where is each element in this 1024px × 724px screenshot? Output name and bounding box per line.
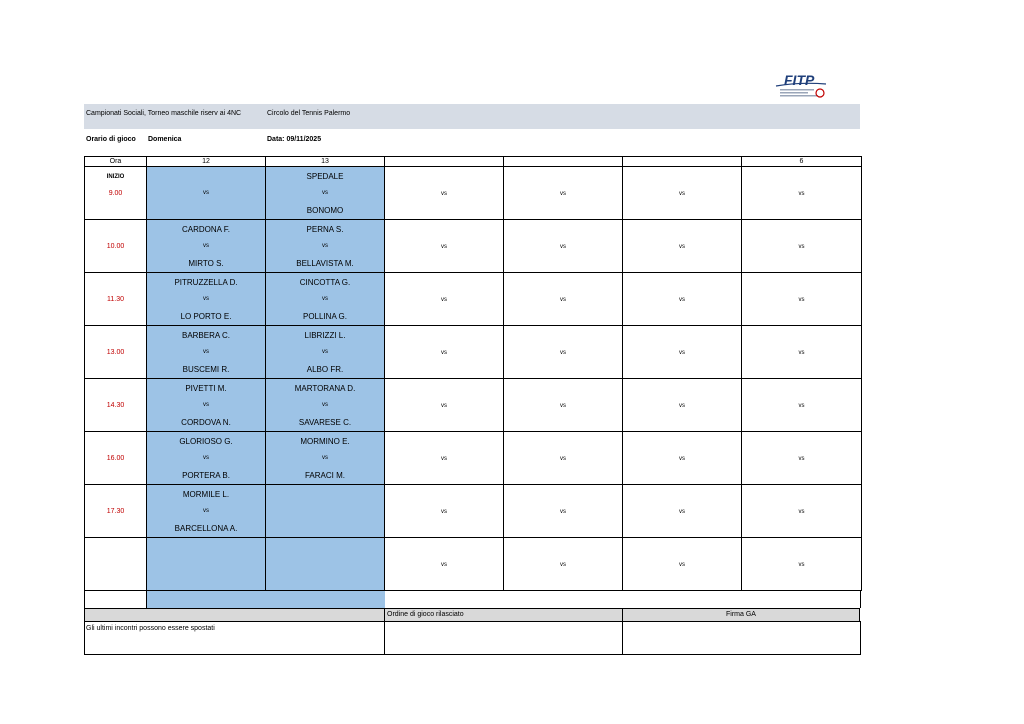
vs-label: vs [322,295,328,302]
court-5-match-cell [623,167,742,220]
vs-label: vs [560,296,566,303]
time-cell [85,432,147,485]
court-6-match-cell [742,432,862,485]
player-b: SAVARESE C. [298,417,352,427]
time-value: 13.00 [106,348,125,356]
vs-label: vs [798,508,805,515]
vs-label: vs [679,402,685,409]
court-5-match-cell [623,379,742,432]
court-4-match-cell [504,326,623,379]
vs-label: vs [441,190,447,197]
court-1-match-cell [147,379,266,432]
vs-label: vs [441,296,447,303]
player-b: CORDOVA N. [181,417,231,427]
court-1-match-cell [147,538,266,591]
court-1-match-cell [147,432,266,485]
col-court-4 [504,157,623,167]
court-5-match-cell [623,538,742,591]
schedule-table [84,156,862,591]
vs-label: vs [441,455,447,462]
player-a: LIBRIZZI L. [304,330,346,340]
schedule-day: Domenica [148,136,182,143]
court-2-match-cell [266,273,385,326]
vs-label: vs [322,454,328,461]
vs-label: vs [560,508,566,515]
vs-label: vs [679,561,685,568]
time-value: 11.30 [107,295,124,303]
court-2-match-cell [266,220,385,273]
vs-label: vs [203,295,209,302]
vs-label: vs [441,508,447,515]
court-6-match-cell [742,167,862,220]
vs-label: vs [798,296,805,303]
player-b: BUSCEMI R. [182,364,230,374]
court-6-match-cell [742,326,862,379]
time-cell [85,485,147,538]
court-5-match-cell [623,220,742,273]
vs-label: vs [441,349,447,356]
signature-label: Firma GA [726,611,756,618]
player-a: PIVETTI M. [185,383,227,393]
vs-label: vs [798,561,805,568]
time-cell [85,273,147,326]
vs-label: vs [798,402,805,409]
time-value: 10.00 [106,242,125,250]
court-2-match-cell [266,167,385,220]
court-2-match-cell [266,432,385,485]
table-row [85,379,862,432]
player-a: BARBERA C. [181,330,230,340]
court-4-match-cell [504,167,623,220]
time-cell [85,167,147,220]
footer-note: Gli ultimi incontri possono essere spostati [86,625,215,632]
vs-label: vs [798,190,805,197]
time-cell [85,538,147,591]
player-a: SPEDALE [306,171,344,181]
vs-label: vs [441,402,447,409]
table-row [85,326,862,379]
column-header-row [85,157,862,167]
court-4-match-cell [504,432,623,485]
court-3-match-cell [385,538,504,591]
court-2-match-cell [266,326,385,379]
vs-label: vs [679,190,685,197]
court-6-match-cell [742,379,862,432]
table-row [85,485,862,538]
vs-label: vs [322,348,328,355]
court-1-match-cell [147,167,266,220]
player-b: FARACI M. [304,470,345,480]
player-b: MIRTO S. [188,258,224,268]
table-row [85,432,862,485]
player-a: MARTORANA D. [294,383,356,393]
player-a: PITRUZZELLA D. [174,277,238,287]
club-name: Circolo del Tennis Palermo [267,110,351,117]
court-2-match-cell [266,538,385,591]
vs-label: vs [560,349,566,356]
player-b [147,202,265,219]
vs-label: vs [322,242,328,249]
vs-label: vs [441,561,447,568]
court-1-match-cell [147,220,266,273]
court-3-match-cell [385,485,504,538]
player-b: ALBO FR. [306,364,344,374]
vs-label: vs [560,190,566,197]
player-b: BONOMO [306,205,344,215]
vs-label: vs [679,455,685,462]
court-6-match-cell [742,538,862,591]
court-5-match-cell [623,485,742,538]
court-2-match-cell [266,485,385,538]
vs-label: vs [679,296,685,303]
court-5-match-cell [623,326,742,379]
vs-label: vs [560,243,566,250]
vs-label: vs [203,401,209,408]
court-3-match-cell [385,273,504,326]
player-b: BARCELLONA A. [174,523,238,533]
court-4-match-cell [504,538,623,591]
time-value: 17.30 [106,507,125,515]
col-court-1: 12 [147,157,266,167]
player-b: LO PORTO E. [180,311,232,321]
player-a: PERNA S. [306,224,344,234]
vs-label: vs [679,243,685,250]
col-court-5 [623,157,742,167]
time-cell [85,326,147,379]
time-value: 14.30 [106,401,125,409]
player-a: MORMINO E. [300,436,350,446]
vs-label: vs [322,189,328,196]
vs-label: vs [203,242,209,249]
player-b: BELLAVISTA M. [296,258,354,268]
vs-label: vs [441,243,447,250]
time-cell [85,379,147,432]
player-a: CINCOTTA G. [299,277,351,287]
time-value: 9.00 [108,189,123,197]
start-label: INIZIO [106,174,125,180]
col-court-2: 13 [266,157,385,167]
table-row [85,167,862,220]
time-cell [85,220,147,273]
time-value: 16.00 [106,454,125,462]
vs-label: vs [679,508,685,515]
court-4-match-cell [504,485,623,538]
col-court-6: 6 [742,157,862,167]
vs-label: vs [203,507,209,514]
logo-text: FITP [784,72,815,88]
schedule-label: Orario di gioco [86,136,136,143]
court-6-match-cell [742,485,862,538]
vs-label: vs [679,349,685,356]
vs-label: vs [203,454,209,461]
court-1-match-cell [147,485,266,538]
court-3-match-cell [385,167,504,220]
court-3-match-cell [385,220,504,273]
vs-label: vs [560,455,566,462]
col-court-3 [385,157,504,167]
court-6-match-cell [742,220,862,273]
vs-label: vs [798,455,805,462]
vs-label: vs [203,348,209,355]
court-1-match-cell [147,273,266,326]
player-a: CARDONA F. [181,224,230,234]
vs-label: vs [203,189,209,196]
player-a [147,168,265,185]
player-a: MORMILE L. [182,489,230,499]
court-4-match-cell [504,220,623,273]
vs-label: vs [798,243,805,250]
court-4-match-cell [504,273,623,326]
court-6-match-cell [742,273,862,326]
court-1-match-cell [147,326,266,379]
player-a: GLORIOSO G. [179,436,233,446]
court-2-match-cell [266,379,385,432]
court-3-match-cell [385,379,504,432]
player-b: POLLINA G. [302,311,348,321]
schedule-date: Data: 09/11/2025 [267,136,322,143]
player-b: PORTERA B. [182,470,230,480]
court-3-match-cell [385,326,504,379]
col-ora: Ora [85,157,147,167]
table-row [85,220,862,273]
court-3-match-cell [385,432,504,485]
event-title: Campionati Sociali, Torneo maschile riserv ai 4NC [86,110,242,117]
released-label: Ordine di gioco rilasciato [387,611,464,618]
court-5-match-cell [623,273,742,326]
vs-label: vs [560,561,566,568]
blank-row-court-cells [146,591,385,608]
table-row [85,273,862,326]
court-4-match-cell [504,379,623,432]
vs-label: vs [322,401,328,408]
table-row [85,538,862,591]
vs-label: vs [798,349,805,356]
fitp-logo [772,72,830,102]
vs-label: vs [560,402,566,409]
court-5-match-cell [623,432,742,485]
